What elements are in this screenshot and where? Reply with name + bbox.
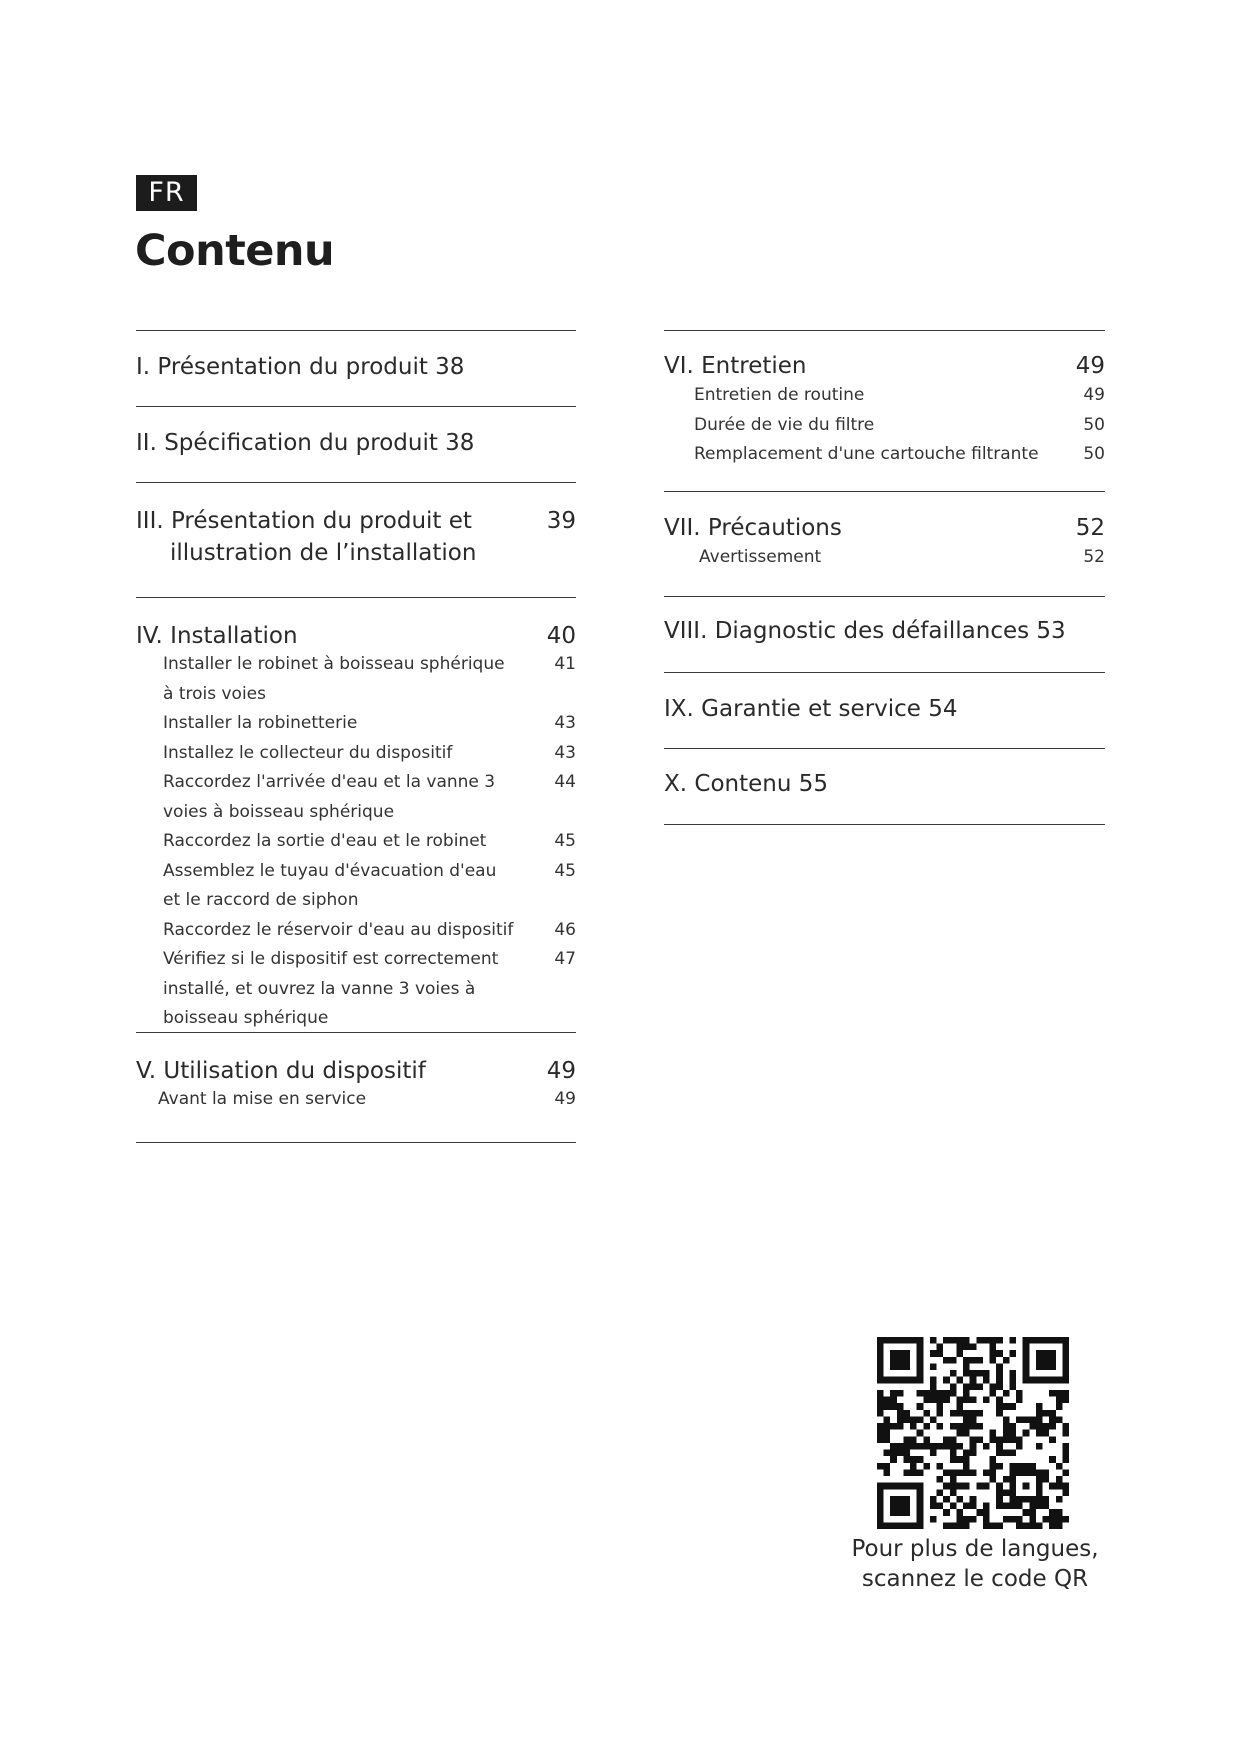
toc-section-title: I. Présentation du produit 38: [136, 354, 465, 380]
toc-section-title: II. Spécification du produit 38: [136, 430, 475, 456]
qr-caption: [840, 1534, 1110, 1594]
toc-subitem[interactable]: [158, 1085, 576, 1115]
toc-subitem-page: 41: [554, 654, 576, 674]
toc-subitem[interactable]: [163, 768, 576, 827]
toc-subitem-label: Remplacement d'une cartouche filtrante: [694, 444, 1039, 464]
toc-subitem-label: Installez le collecteur du dispositif: [163, 742, 453, 763]
toc-section-title: IV. Installation: [136, 623, 298, 649]
toc-subitem-page: 43: [554, 742, 576, 763]
toc-subitem-label: Raccordez la sortie d'eau et le robinet: [163, 831, 487, 851]
toc-subitem-label: Assemblez le tuyau d'évacuation d'eau: [163, 860, 497, 881]
toc-section-2[interactable]: [136, 407, 576, 482]
language-badge: FR: [136, 175, 197, 211]
toc-page-number: 49: [1075, 353, 1105, 379]
toc-subitem-label-cont: boisseau sphérique: [163, 1008, 329, 1028]
toc-subitem-label: Vérifiez si le dispositif est correctement: [163, 949, 499, 969]
toc-section-9[interactable]: [664, 673, 1105, 748]
toc-subitem[interactable]: [163, 945, 576, 1034]
toc-subitem-label: Avertissement: [699, 547, 822, 567]
toc-subitem-page: 50: [1083, 444, 1105, 464]
toc-subitem-page: 43: [554, 713, 576, 733]
toc-subitem-label-cont: voies à boisseau sphérique: [163, 801, 395, 822]
toc-page-number: 40: [546, 623, 576, 649]
toc-section-6[interactable]: [664, 331, 1105, 491]
toc-section-3[interactable]: [136, 483, 576, 597]
page-title: Contenu: [135, 226, 335, 276]
toc-subitem[interactable]: [694, 381, 1105, 411]
toc-subitem-page: 45: [554, 860, 576, 881]
toc-left-column: [136, 330, 576, 1143]
toc-subitem-page: 52: [1083, 547, 1105, 567]
toc-section-title: VII. Précautions: [664, 515, 842, 541]
toc-subitem-page: 49: [554, 1089, 576, 1109]
toc-subitem-page: 47: [554, 949, 576, 969]
toc-subitem-label-cont: à trois voies: [163, 683, 266, 704]
toc-subitem-label-cont: et le raccord de siphon: [163, 890, 359, 910]
toc-subitem[interactable]: [163, 650, 576, 709]
toc-subitem[interactable]: [163, 739, 576, 769]
toc-section-title: IX. Garantie et service 54: [664, 696, 958, 722]
qr-code-icon[interactable]: [877, 1337, 1069, 1529]
toc-subitem-label: Raccordez le réservoir d'eau au dispositif: [163, 919, 514, 940]
toc-section-4[interactable]: [136, 598, 576, 1032]
toc-subitem-label: Raccordez l'arrivée d'eau et la vanne 3: [163, 772, 496, 792]
toc-subitem-page: 50: [1083, 414, 1105, 435]
toc-section-title: VI. Entretien: [664, 353, 807, 379]
toc-page-number: 52: [1075, 515, 1105, 541]
toc-subitem[interactable]: [694, 411, 1105, 441]
divider: [136, 1142, 576, 1143]
toc-section-5[interactable]: [136, 1033, 576, 1142]
divider: [664, 824, 1105, 825]
toc-subitem[interactable]: [694, 440, 1105, 470]
toc-subitem-label: Installer le robinet à boisseau sphérique: [163, 654, 505, 674]
toc-section-title: [136, 505, 476, 569]
toc-subitem[interactable]: [163, 709, 576, 739]
toc-subitem[interactable]: [163, 857, 576, 916]
toc-page-number: 39: [546, 508, 576, 534]
toc-section-title: X. Contenu 55: [664, 771, 828, 797]
toc-page-number: 49: [546, 1058, 576, 1084]
toc-section-title-line1: III. Présentation du produit et: [136, 508, 472, 534]
toc-subitem-page: 49: [1083, 385, 1105, 405]
toc-section-title-line2: illustration de l’installation: [170, 540, 477, 566]
toc-subitem-label: Entretien de routine: [694, 385, 865, 405]
toc-section-title: V. Utilisation du dispositif: [136, 1058, 426, 1084]
toc-subitem[interactable]: [163, 916, 576, 946]
toc-subitem-page: 44: [554, 772, 576, 792]
toc-section-7[interactable]: [664, 492, 1105, 596]
toc-subitem-page: 45: [554, 831, 576, 851]
toc-section-8[interactable]: [664, 597, 1105, 672]
toc-subitem-label: Installer la robinetterie: [163, 713, 358, 733]
toc-subitem-page: 46: [554, 919, 576, 940]
toc-subitem[interactable]: [699, 543, 1105, 573]
toc-subitem-label: Avant la mise en service: [158, 1089, 367, 1109]
toc-section-1[interactable]: [136, 331, 576, 406]
toc-subitem[interactable]: [163, 827, 576, 857]
qr-caption-line2: scannez le code QR: [861, 1566, 1089, 1592]
toc-subitem-label-cont: installé, et ouvrez la vanne 3 voies à: [163, 978, 476, 999]
qr-caption-line1: Pour plus de langues,: [851, 1536, 1099, 1562]
toc-section-title: VIII. Diagnostic des défaillances 53: [664, 618, 1066, 644]
toc-right-column: [664, 330, 1105, 825]
toc-section-10[interactable]: [664, 749, 1105, 824]
toc-subitem-label: Durée de vie du filtre: [694, 414, 875, 435]
